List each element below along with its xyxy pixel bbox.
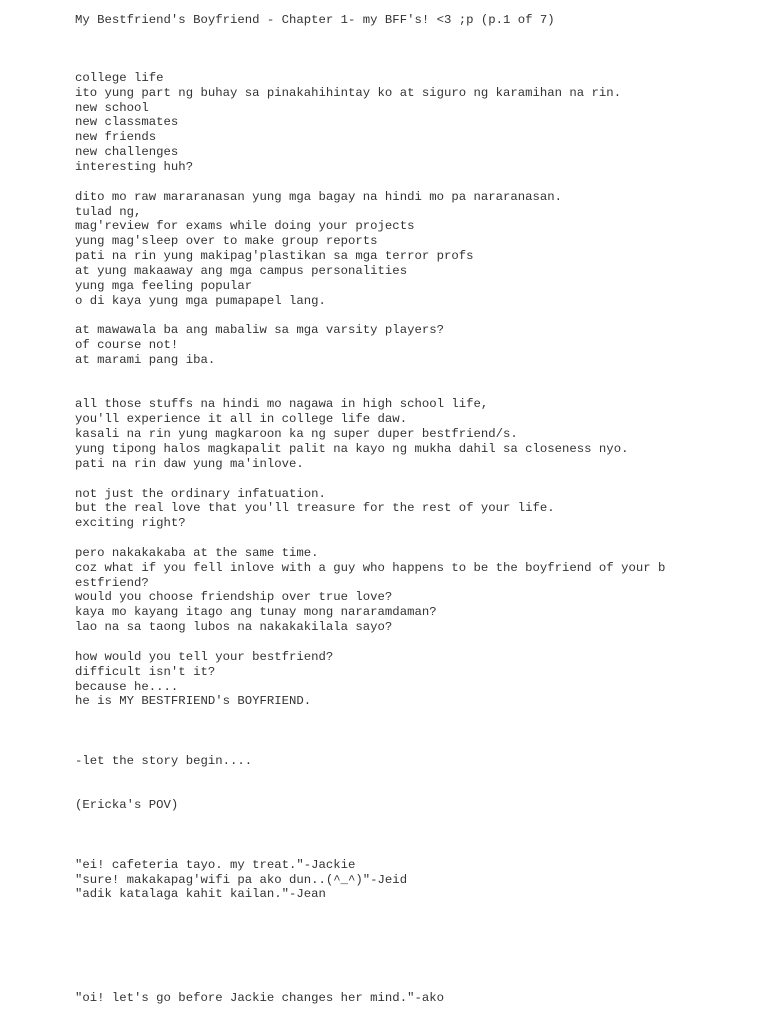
- text-line: new challenges: [75, 145, 179, 160]
- paragraph-spacing: [75, 175, 765, 190]
- paragraph: [75, 991, 765, 1006]
- paragraph: [75, 546, 765, 635]
- text-line: tulad ng,: [75, 204, 142, 219]
- text-line: would you choose friendship over true love?: [75, 590, 393, 605]
- paragraph: [75, 190, 765, 309]
- text-line: new friends: [75, 130, 157, 145]
- text-line: at marami pang iba.: [75, 352, 216, 367]
- text-line: new school: [75, 100, 149, 115]
- text-line: he is MY BESTFRIEND's BOYFRIEND.: [75, 694, 312, 709]
- paragraph-spacing: [75, 769, 765, 799]
- text-line: pero nakakakaba at the same time.: [75, 545, 319, 560]
- text-line: but the real love that you'll treasure for the rest of your life.: [75, 501, 555, 516]
- document-header: My Bestfriend's Boyfriend - Chapter 1- my BFF's! <3 ;p (p.1 of 7): [75, 13, 555, 27]
- text-line: yung mag'sleep over to make group reports: [75, 234, 378, 249]
- text-line: o di kaya yung mga pumapapel lang.: [75, 293, 326, 308]
- text-line: pati na rin daw yung ma'inlove.: [75, 456, 304, 471]
- text-line: lao na sa taong lubos na nakakakilala sayo?: [75, 620, 393, 635]
- text-line: kaya mo kayang itago ang tunay mong nararamdaman?: [75, 605, 437, 620]
- paragraph: [75, 754, 765, 769]
- text-line: of course not!: [75, 338, 179, 353]
- paragraph-spacing: [75, 531, 765, 546]
- text-line: you'll experience it all in college life daw.: [75, 412, 408, 427]
- text-line: how would you tell your bestfriend?: [75, 649, 334, 664]
- paragraph-spacing: [75, 902, 765, 991]
- text-line: "adik katalaga kahit kailan."-Jean: [75, 887, 326, 902]
- text-line: at mawawala ba ang mabaliw sa mga varsity players?: [75, 323, 444, 338]
- text-line: kasali na rin yung magkaroon ka ng super duper bestfriend/s.: [75, 427, 518, 442]
- text-line: yung mga feeling popular: [75, 278, 253, 293]
- paragraph-spacing: [75, 472, 765, 487]
- text-line: exciting right?: [75, 516, 186, 531]
- paragraph-spacing: [75, 709, 765, 754]
- text-line: "sure! makakapag'wifi pa ako dun..(^_^)"-Jeid: [75, 872, 408, 887]
- text-line: "oi! let's go before Jackie changes her mind."-ako: [75, 991, 444, 1006]
- text-line: ito yung part ng buhay sa pinakahihintay ko at siguro ng karamihan na rin.: [75, 85, 622, 100]
- text-line: "ei! cafeteria tayo. my treat."-Jackie: [75, 857, 356, 872]
- paragraph: [75, 323, 765, 368]
- text-line: not just the ordinary infatuation.: [75, 486, 326, 501]
- paragraph-spacing: [75, 28, 765, 71]
- paragraph: [75, 650, 765, 709]
- paragraph: [75, 858, 765, 903]
- paragraph: [75, 397, 765, 471]
- text-line: all those stuffs na hindi mo nagawa in high school life,: [75, 397, 489, 412]
- text-line: coz what if you fell inlove with a guy who happens to be the boyfriend of your b: [75, 560, 666, 575]
- paragraph-spacing: [75, 635, 765, 650]
- text-line: yung tipong halos magkapalit palit na kayo ng mukha dahil sa closeness nyo.: [75, 442, 629, 456]
- text-line: dito mo raw mararanasan yung mga bagay na hindi mo pa nararanasan.: [75, 189, 563, 204]
- document-body: [75, 28, 765, 1006]
- paragraph-spacing: [75, 368, 765, 398]
- text-line: interesting huh?: [75, 159, 194, 174]
- text-line: at yung makaaway ang mga campus personalities: [75, 263, 408, 278]
- text-line: because he....: [75, 679, 179, 694]
- paragraph: [75, 798, 765, 813]
- paragraph: [75, 487, 765, 532]
- text-line: mag'review for exams while doing your projects: [75, 219, 415, 234]
- text-line: estfriend?: [75, 575, 149, 590]
- text-line: new classmates: [75, 115, 179, 130]
- text-line: (Ericka's POV): [75, 798, 179, 813]
- text-line: college life: [75, 70, 164, 85]
- document-page: [75, 13, 765, 1006]
- text-line: difficult isn't it?: [75, 664, 216, 679]
- text-line: -let the story begin....: [75, 753, 253, 768]
- paragraph: [75, 71, 765, 175]
- paragraph-spacing: [75, 813, 765, 858]
- paragraph-spacing: [75, 308, 765, 323]
- text-line: pati na rin yung makipag'plastikan sa mga terror profs: [75, 249, 474, 264]
